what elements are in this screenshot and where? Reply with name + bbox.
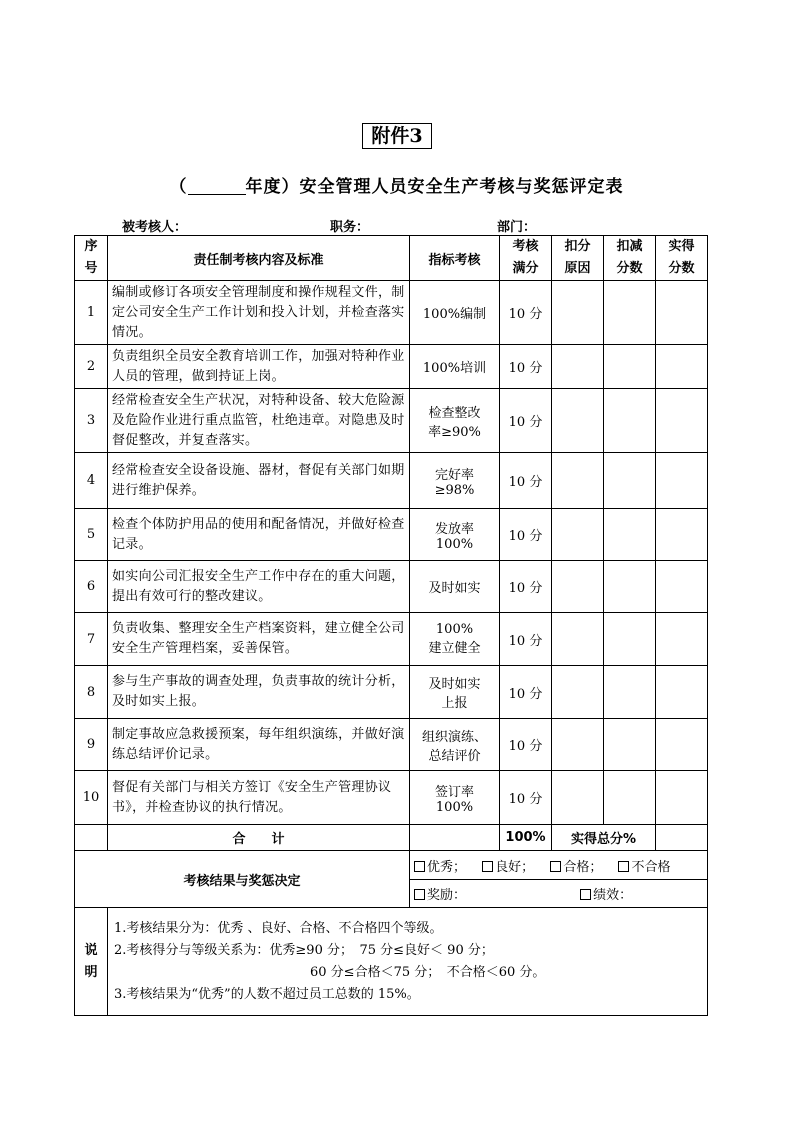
row-content: 参与生产事故的调查处理，负责事故的统计分析，及时如实上报。: [108, 666, 410, 719]
row-full-score: 10 分: [500, 561, 552, 613]
row-no: 9: [75, 719, 108, 771]
checkbox-icon[interactable]: [550, 861, 561, 872]
row-no: 2: [75, 345, 108, 389]
header-no: 序 号: [75, 236, 108, 281]
row-full-score: 10 分: [500, 771, 552, 825]
row-deduct-score[interactable]: [604, 281, 656, 345]
row-deduct-reason[interactable]: [552, 666, 604, 719]
row-content: 编制或修订各项安全管理制度和操作规程文件，制定公司安全生产工作计划和投入计划，并检查落实情况。: [108, 281, 410, 345]
year-blank[interactable]: [188, 178, 246, 195]
table-row: [75, 561, 708, 613]
header-full-score: 考核 满分: [500, 236, 552, 281]
row-content: 督促有关部门与相关方签订《安全生产管理协议书》，并检查协议的执行情况。: [108, 771, 410, 825]
row-content: 如实向公司汇报安全生产工作中存在的重大问题，提出有效可行的整改建议。: [108, 561, 410, 613]
title-prefix: （: [169, 177, 188, 197]
total-empty-no: [75, 825, 108, 851]
row-actual-score[interactable]: [656, 561, 708, 613]
header-indicator: 指标考核: [410, 236, 500, 281]
title-suffix: 年度）安全管理人员安全生产考核与奖惩评定表: [245, 177, 624, 197]
row-content: 负责收集、整理安全生产档案资料，建立健全公司安全生产管理档案，妥善保管。: [108, 613, 410, 666]
row-full-score: 10 分: [500, 453, 552, 509]
row-no: 10: [75, 771, 108, 825]
row-indicator: 发放率 100%: [410, 509, 500, 561]
row-actual-score[interactable]: [656, 453, 708, 509]
row-no: 8: [75, 666, 108, 719]
header-content: 责任制考核内容及标准: [108, 236, 410, 281]
table-row: [75, 666, 708, 719]
person-label: 被考核人：: [122, 220, 188, 235]
department-label: 部门：: [497, 220, 537, 235]
notes-row: [75, 908, 708, 1016]
note-line-4: 3.考核结果为“优秀”的人数不超过员工总数的 15%。: [114, 986, 420, 1002]
reward-options: [410, 880, 708, 908]
row-content: 负责组织全员安全教育培训工作，加强对特种作业人员的管理，做到持证上岗。: [108, 345, 410, 389]
checkbox-icon[interactable]: [414, 861, 425, 872]
row-deduct-score[interactable]: [604, 453, 656, 509]
row-indicator: 100%培训: [410, 345, 500, 389]
header-actual-score: 实得 分数: [656, 236, 708, 281]
result-row-grade: [75, 851, 708, 880]
attachment-label: 附件3: [362, 123, 432, 149]
grade-options: [410, 851, 708, 880]
table-row: [75, 389, 708, 453]
checkbox-icon[interactable]: [618, 861, 629, 872]
total-full-score: 100%: [500, 825, 552, 851]
table-row: [75, 719, 708, 771]
grade-option[interactable]: 合格；: [550, 856, 602, 875]
row-indicator: 检查整改 率≥90%: [410, 389, 500, 453]
notes-label: 说 明: [75, 908, 108, 1016]
row-full-score: 10 分: [500, 719, 552, 771]
row-actual-score[interactable]: [656, 281, 708, 345]
header-deduct-score: 扣减 分数: [604, 236, 656, 281]
grade-option[interactable]: 优秀；: [414, 856, 466, 875]
evaluation-table: [74, 235, 708, 1016]
row-indicator: 及时如实 上报: [410, 666, 500, 719]
row-actual-score[interactable]: [656, 771, 708, 825]
row-no: 4: [75, 453, 108, 509]
row-full-score: 10 分: [500, 281, 552, 345]
row-content: 经常检查安全生产状况，对特种设备、较大危险源及危险作业进行重点监管，杜绝违章。对隐患及时督促整改，并复查落实。: [108, 389, 410, 453]
grade-option[interactable]: 不合格: [618, 856, 670, 875]
row-deduct-score[interactable]: [604, 345, 656, 389]
row-deduct-reason[interactable]: [552, 719, 604, 771]
row-deduct-reason[interactable]: [552, 281, 604, 345]
row-deduct-reason[interactable]: [552, 389, 604, 453]
row-full-score: 10 分: [500, 613, 552, 666]
row-deduct-score[interactable]: [604, 666, 656, 719]
table-row: [75, 281, 708, 345]
notes-content: [108, 908, 708, 1016]
row-deduct-score[interactable]: [604, 509, 656, 561]
page-title: [0, 172, 793, 197]
row-actual-score[interactable]: [656, 389, 708, 453]
total-indicator: [410, 825, 500, 851]
row-deduct-score[interactable]: [604, 613, 656, 666]
checkbox-icon[interactable]: [482, 861, 493, 872]
reward-option[interactable]: 奖励：: [414, 884, 466, 903]
checkbox-icon[interactable]: [580, 889, 591, 900]
row-indicator: 100%编制: [410, 281, 500, 345]
row-indicator: 100% 建立健全: [410, 613, 500, 666]
row-full-score: 10 分: [500, 509, 552, 561]
row-actual-score[interactable]: [656, 345, 708, 389]
row-deduct-reason[interactable]: [552, 509, 604, 561]
total-actual-label: 实得总分%: [552, 825, 656, 851]
row-deduct-score[interactable]: [604, 561, 656, 613]
row-full-score: 10 分: [500, 389, 552, 453]
row-full-score: 10 分: [500, 666, 552, 719]
row-indicator: 组织演练、 总结评价: [410, 719, 500, 771]
total-row: [75, 825, 708, 851]
row-no: 1: [75, 281, 108, 345]
note-line-1: 1.考核结果分为：优秀 、良好、合格、不合格四个等级。: [114, 920, 443, 936]
row-indicator: 及时如实: [410, 561, 500, 613]
row-actual-score[interactable]: [656, 613, 708, 666]
row-no: 6: [75, 561, 108, 613]
row-deduct-reason[interactable]: [552, 453, 604, 509]
row-deduct-score[interactable]: [604, 389, 656, 453]
row-deduct-reason[interactable]: [552, 613, 604, 666]
position-label: 职务：: [330, 220, 370, 235]
table-row: [75, 613, 708, 666]
total-label: 合 计: [108, 825, 410, 851]
grade-option[interactable]: 良好；: [482, 856, 534, 875]
row-deduct-reason[interactable]: [552, 771, 604, 825]
row-actual-score[interactable]: [656, 719, 708, 771]
row-deduct-score[interactable]: [604, 719, 656, 771]
row-deduct-reason[interactable]: [552, 345, 604, 389]
table-row: [75, 771, 708, 825]
table-row: [75, 453, 708, 509]
row-content: 检查个体防护用品的使用和配备情况，并做好检查记录。: [108, 509, 410, 561]
row-content: 经常检查安全设备设施、器材，督促有关部门如期进行维护保养。: [108, 453, 410, 509]
header-row: [75, 236, 708, 281]
checkbox-icon[interactable]: [414, 889, 425, 900]
result-label: 考核结果与奖惩决定: [75, 851, 410, 908]
row-no: 7: [75, 613, 108, 666]
row-full-score: 10 分: [500, 345, 552, 389]
note-line-2: 2.考核得分与等级关系为：优秀≥90 分； 75 分≤良好＜ 90 分；: [114, 942, 494, 958]
total-actual-value[interactable]: [656, 825, 708, 851]
table-row: [75, 345, 708, 389]
header-deduct-reason: 扣分 原因: [552, 236, 604, 281]
row-no: 3: [75, 389, 108, 453]
row-content: 制定事故应急救援预案，每年组织演练，并做好演练总结评价记录。: [108, 719, 410, 771]
note-line-3: 60 分≤合格＜75 分； 不合格＜60 分。: [310, 964, 546, 980]
row-no: 5: [75, 509, 108, 561]
table-row: [75, 509, 708, 561]
performance-option[interactable]: 绩效：: [580, 884, 632, 903]
row-actual-score[interactable]: [656, 666, 708, 719]
row-actual-score[interactable]: [656, 509, 708, 561]
row-indicator: 签订率 100%: [410, 771, 500, 825]
row-deduct-reason[interactable]: [552, 561, 604, 613]
row-indicator: 完好率 ≥98%: [410, 453, 500, 509]
row-deduct-score[interactable]: [604, 771, 656, 825]
